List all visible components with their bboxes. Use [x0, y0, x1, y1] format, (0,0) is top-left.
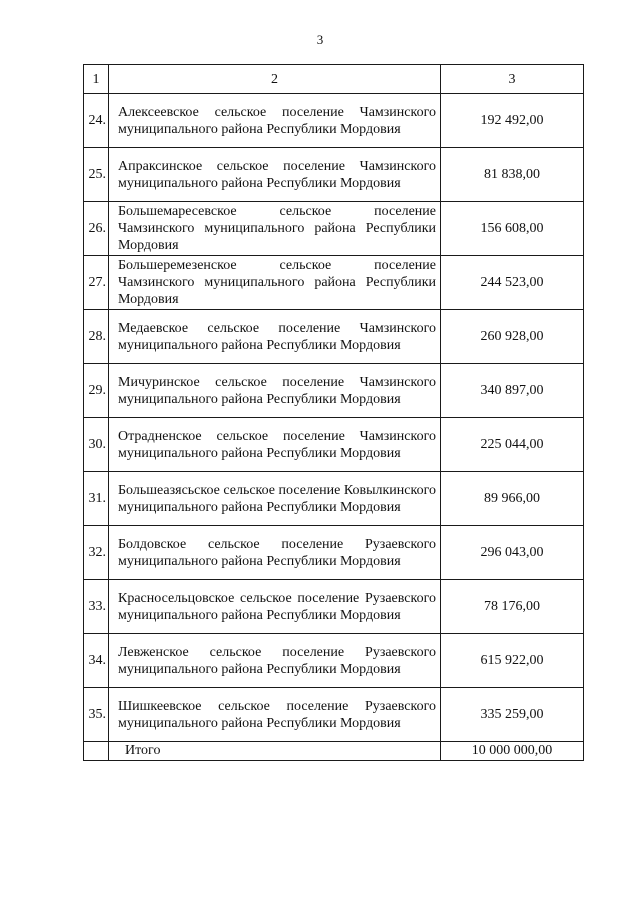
- settlement-name: Шишкеевское сельское поселение Рузаевского муниципального района Республики Мордовия: [109, 688, 441, 742]
- table-row: [84, 418, 584, 472]
- total-label: Итого: [109, 742, 441, 761]
- column-header-number: 1: [84, 65, 109, 94]
- allocation-amount: 615 922,00: [441, 634, 584, 688]
- settlement-name: Отрадненское сельское поселение Чамзинского муниципального района Республики Мордовия: [109, 418, 441, 472]
- table-body: [84, 65, 584, 761]
- page-number: 3: [316, 32, 324, 47]
- table-row: [84, 634, 584, 688]
- allocation-amount: 335 259,00: [441, 688, 584, 742]
- allocation-amount: 244 523,00: [441, 256, 584, 310]
- row-number: 30.: [84, 418, 109, 472]
- settlement-name: Медаевское сельское поселение Чамзинского муниципального района Республики Мордовия: [109, 310, 441, 364]
- table-row: [84, 688, 584, 742]
- allocation-amount: 192 492,00: [441, 94, 584, 148]
- total-row: [84, 742, 584, 761]
- table-row: [84, 364, 584, 418]
- table-row: [84, 580, 584, 634]
- table-row: [84, 310, 584, 364]
- table-row: [84, 202, 584, 256]
- allocation-amount: 260 928,00: [441, 310, 584, 364]
- table-header-row: [84, 65, 584, 94]
- settlement-name: Болдовское сельское поселение Рузаевского муниципального района Республики Мордовия: [109, 526, 441, 580]
- row-number: 28.: [84, 310, 109, 364]
- allocation-amount: 156 608,00: [441, 202, 584, 256]
- row-number: 25.: [84, 148, 109, 202]
- total-number-cell: [84, 742, 109, 761]
- row-number: 35.: [84, 688, 109, 742]
- settlement-name: Большеремезенское сельское поселение Чамзинского муниципального района Республики Мордовия: [109, 256, 441, 310]
- total-amount: 10 000 000,00: [441, 742, 584, 761]
- allocation-amount: 81 838,00: [441, 148, 584, 202]
- row-number: 26.: [84, 202, 109, 256]
- row-number: 31.: [84, 472, 109, 526]
- settlement-name: Апраксинское сельское поселение Чамзинского муниципального района Республики Мордовия: [109, 148, 441, 202]
- settlement-name: Большемаресевское сельское поселение Чамзинского муниципального района Республики Мордовия: [109, 202, 441, 256]
- settlement-name: Большеазясьское сельское поселение Ковылкинского муниципального района Республики Мордовия: [109, 472, 441, 526]
- table-row: [84, 472, 584, 526]
- row-number: 32.: [84, 526, 109, 580]
- allocation-amount: 296 043,00: [441, 526, 584, 580]
- table-row: [84, 526, 584, 580]
- allocation-amount: 340 897,00: [441, 364, 584, 418]
- settlement-name: Мичуринское сельское поселение Чамзинского муниципального района Республики Мордовия: [109, 364, 441, 418]
- row-number: 24.: [84, 94, 109, 148]
- settlement-name: Алексеевское сельское поселение Чамзинского муниципального района Республики Мордовия: [109, 94, 441, 148]
- allocation-amount: 89 966,00: [441, 472, 584, 526]
- column-header-name: 2: [109, 65, 441, 94]
- column-header-amount: 3: [441, 65, 584, 94]
- allocation-amount: 78 176,00: [441, 580, 584, 634]
- row-number: 33.: [84, 580, 109, 634]
- settlement-name: Красносельцовское сельское поселение Рузаевского муниципального района Республики Мордовия: [109, 580, 441, 634]
- row-number: 34.: [84, 634, 109, 688]
- row-number: 29.: [84, 364, 109, 418]
- allocation-amount: 225 044,00: [441, 418, 584, 472]
- table-row: [84, 148, 584, 202]
- table-row: [84, 94, 584, 148]
- settlement-name: Левженское сельское поселение Рузаевского муниципального района Республики Мордовия: [109, 634, 441, 688]
- table-row: [84, 256, 584, 310]
- allocation-table: [83, 64, 584, 761]
- row-number: 27.: [84, 256, 109, 310]
